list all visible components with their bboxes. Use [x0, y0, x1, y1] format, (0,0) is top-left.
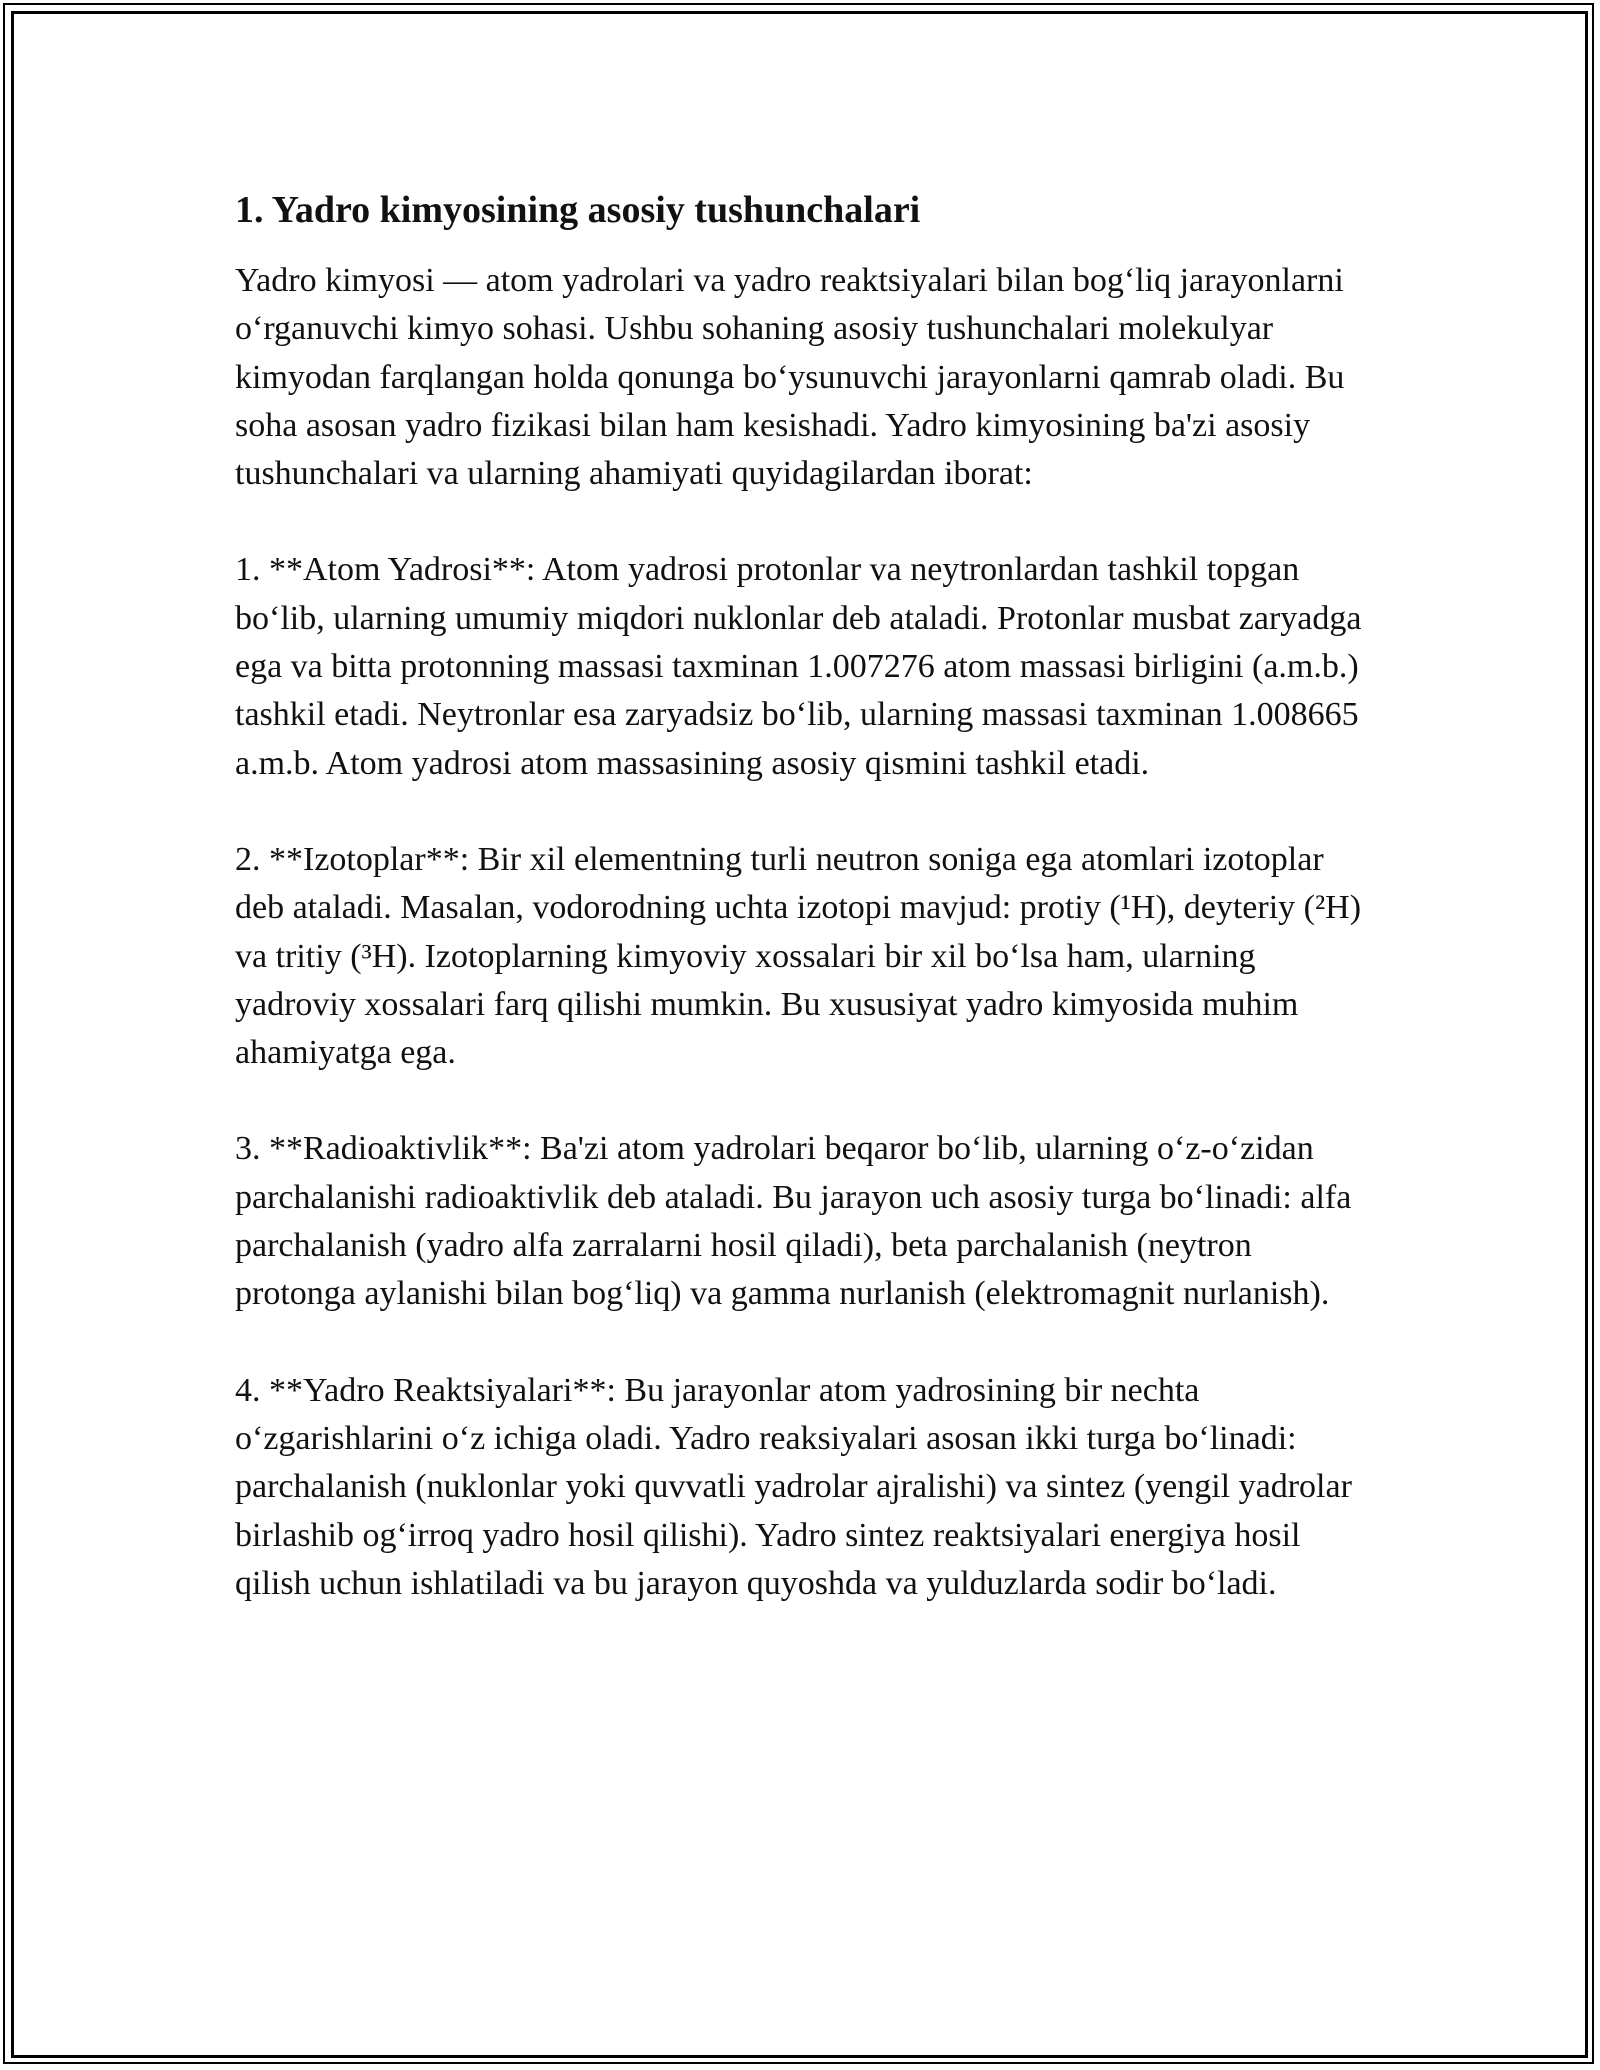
- paragraph-yadro-reaktsiyalari: 4. **Yadro Reaktsiyalari**: Bu jarayonlar atom yadrosining bir nechta o‘zgarishlarini o‘z ichiga oladi. Yadro reaksiyalari asosan ikki turga bo‘linadi: parchalanish (nuklonlar yoki quvvatli yadrolar ajralishi) va sintez (yengil yadrolar birlashib og‘irroq yadro hosil qilishi). Yadro sintez reaktsiyalari energiya hosil qilish uchun ishlatiladi va bu jarayon quyoshda va yulduzlarda sodir bo‘ladi.: [235, 1371, 1352, 1602]
- paragraph-atom-yadrosi: 1. **Atom Yadrosi**: Atom yadrosi protonlar va neytronlardan tashkil topgan bo‘lib, ularning umumiy miqdori nuklonlar deb ataladi. Protonlar musbat zaryadga ega va bitta protonning massasi taxminan 1.007276 atom massasi birligini (a.m.b.) tashkil etadi. Neytronlar esa zaryadsiz bo‘lib, ularning massasi taxminan 1.008665 a.m.b. Atom yadrosi atom massasining asosiy qismini tashkil etadi.: [235, 551, 1362, 782]
- paragraph-izotoplar: 2. **Izotoplar**: Bir xil elementning turli neutron soniga ega atomlari izotoplar deb ataladi. Masalan, vodorodning uchta izotopi mavjud: protiy (¹H), deyteriy (²H) va tritiy (³H). Izotoplarning kimyoviy xossalari bir xil bo‘lsa ham, ularning yadroviy xossalari farq qilishi mumkin. Bu xususiyat yadro kimyosida muhim ahamiyatga ega.: [235, 840, 1362, 1072]
- section-heading: 1. Yadro kimyosining asosiy tushunchalari: [235, 189, 921, 231]
- paragraph-radioaktivlik: 3. **Radioaktivlik**: Ba'zi atom yadrolari beqaror bo‘lib, ularning o‘z-o‘zidan parchalanishi radioaktivlik deb ataladi. Bu jarayon uch asosiy turga bo‘linadi: alfa parchalanish (yadro alfa zarralarni hosil qiladi), beta parchalanish (neytron protonga aylanishi bilan bog‘liq) va gamma nurlanish (elektromagnit nurlanish).: [235, 1130, 1352, 1313]
- document-body: [235, 185, 1375, 1656]
- intro-paragraph: Yadro kimyosi — atom yadrolari va yadro reaktsiyalari bilan bog‘liq jarayonlarni o‘rganuvchi kimyo sohasi. Ushbu sohaning asosiy tushunchalari molekulyar kimyodan farqlangan holda qonunga bo‘ysunuvchi jarayonlarni qamrab oladi. Bu soha asosan yadro fizikasi bilan ham kesishadi. Yadro kimyosining ba'zi asosiy tushunchalari va ularning ahamiyati quyidagilardan iborat:: [235, 262, 1345, 493]
